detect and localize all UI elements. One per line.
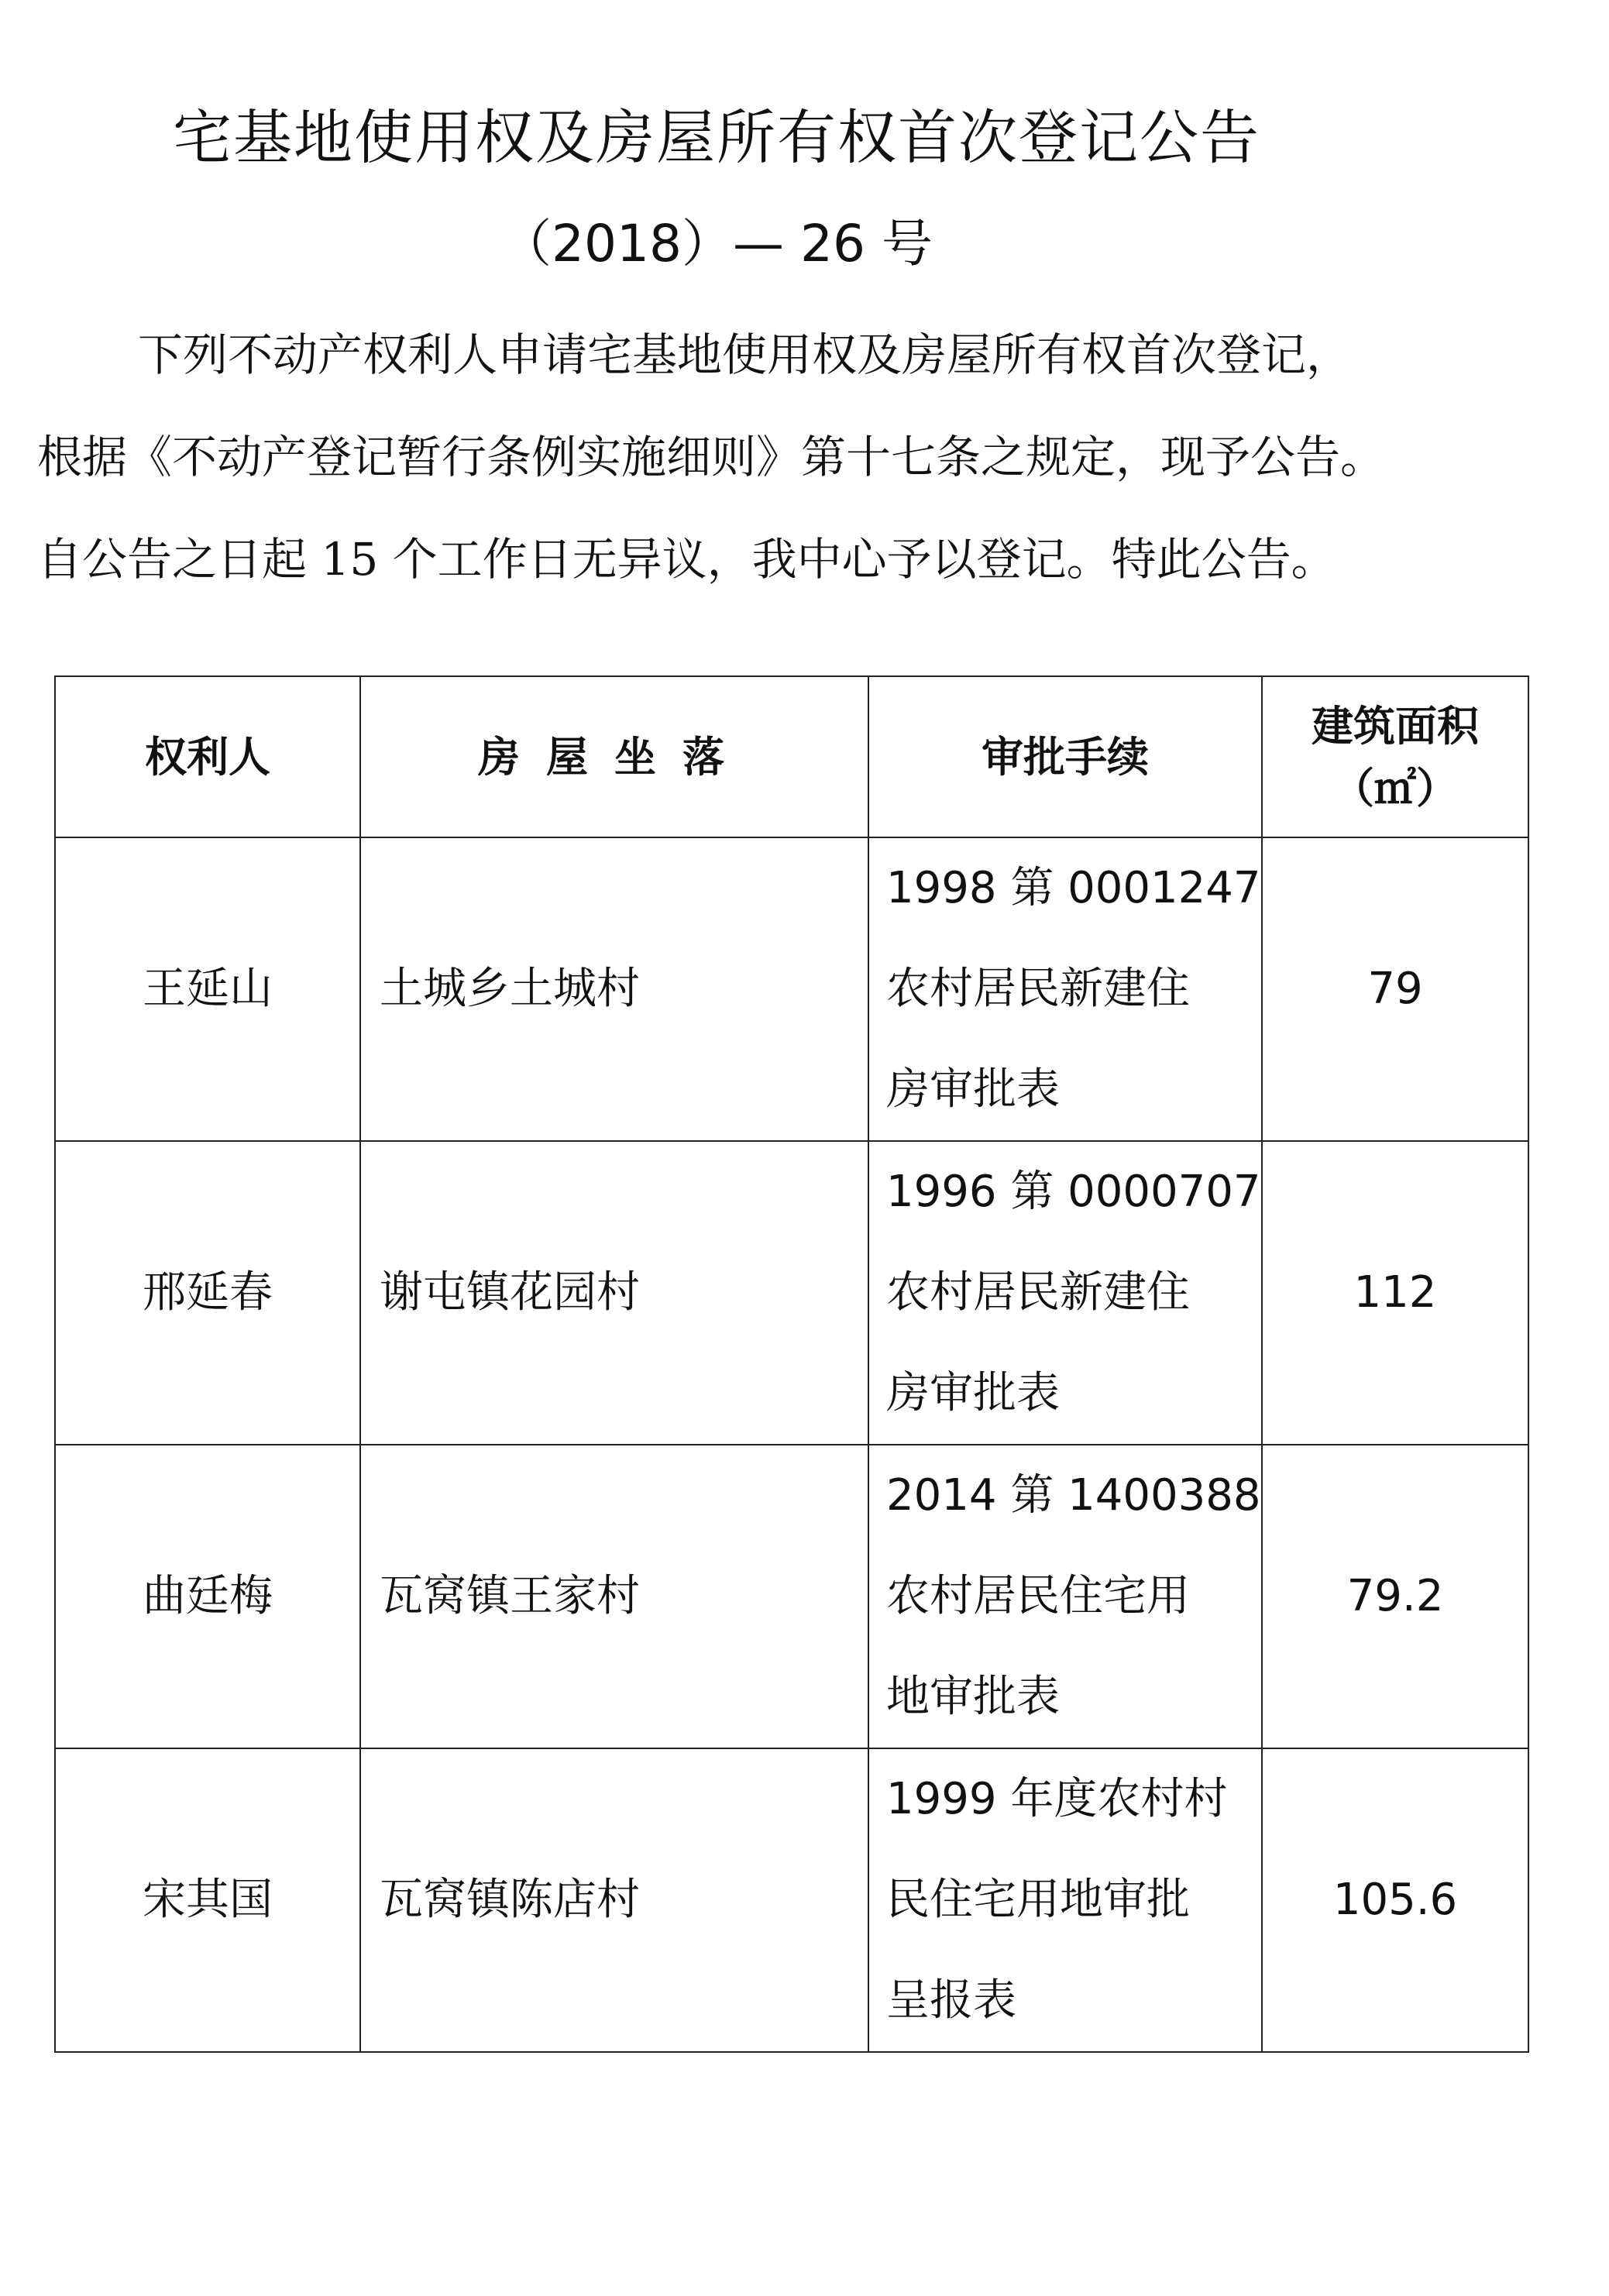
cell-area: 105.6 [1262,1748,1528,2052]
approval-line: 农村居民新建住 [886,1267,1190,1318]
document-number: （2018）— 26 号 [500,214,933,273]
cell-approval [868,1445,1262,1748]
approval-line: 农村居民新建住 [886,964,1190,1014]
page-title: 宅基地使用权及房屋所有权首次登记公告 [173,103,1260,172]
approval-line: 地审批表 [886,1672,1060,1722]
cell-location: 瓦窝镇王家村 [360,1445,868,1748]
cell-approval [868,1141,1262,1445]
notice-paragraph-line-1: 下列不动产权利人申请宅基地使用权及房屋所有权首次登记， [138,328,1352,381]
approval-line: 2014 第 1400388 [886,1470,1261,1521]
cell-location: 土城乡土城村 [360,837,868,1141]
cell-location: 谢屯镇花园村 [360,1141,868,1445]
cell-area: 112 [1262,1141,1528,1445]
registration-table [54,675,1529,2053]
table-row [55,1141,1528,1445]
cell-owner: 宋其国 [55,1748,360,2052]
approval-line: 1999 年度农村村 [886,1774,1228,1824]
approval-line: 民住宅用地审批 [886,1875,1190,1925]
table-row [55,837,1528,1141]
approval-line: 房审批表 [886,1064,1060,1115]
header-approval: 审批手续 [868,676,1262,837]
approval-line: 农村居民住宅用 [886,1571,1190,1621]
header-location: 房屋坐落 [360,676,868,837]
cell-location: 瓦窝镇陈店村 [360,1748,868,2052]
table-header-row [55,676,1528,837]
cell-area: 79.2 [1262,1445,1528,1748]
approval-line: 1996 第 0000707 [886,1167,1261,1217]
cell-approval [868,837,1262,1141]
approval-line: 房审批表 [886,1368,1060,1418]
notice-paragraph-line-3: 自公告之日起 15 个工作日无异议，我中心予以登记。特此公告。 [37,533,1336,586]
notice-paragraph-line-2: 根据《不动产登记暂行条例实施细则》第十七条之规定，现予公告。 [37,431,1386,483]
header-area [1262,676,1528,837]
approval-line: 1998 第 0001247 [886,863,1261,913]
approval-line: 呈报表 [886,1975,1016,2026]
header-area-unit: （㎡） [1332,763,1458,813]
cell-owner: 王延山 [55,837,360,1141]
table-row [55,1748,1528,2052]
cell-area: 79 [1262,837,1528,1141]
cell-approval [868,1748,1262,2052]
cell-owner: 曲廷梅 [55,1445,360,1748]
header-area-label: 建筑面积 [1312,701,1479,751]
table-row [55,1445,1528,1748]
cell-owner: 邢延春 [55,1141,360,1445]
header-owner: 权利人 [55,676,360,837]
